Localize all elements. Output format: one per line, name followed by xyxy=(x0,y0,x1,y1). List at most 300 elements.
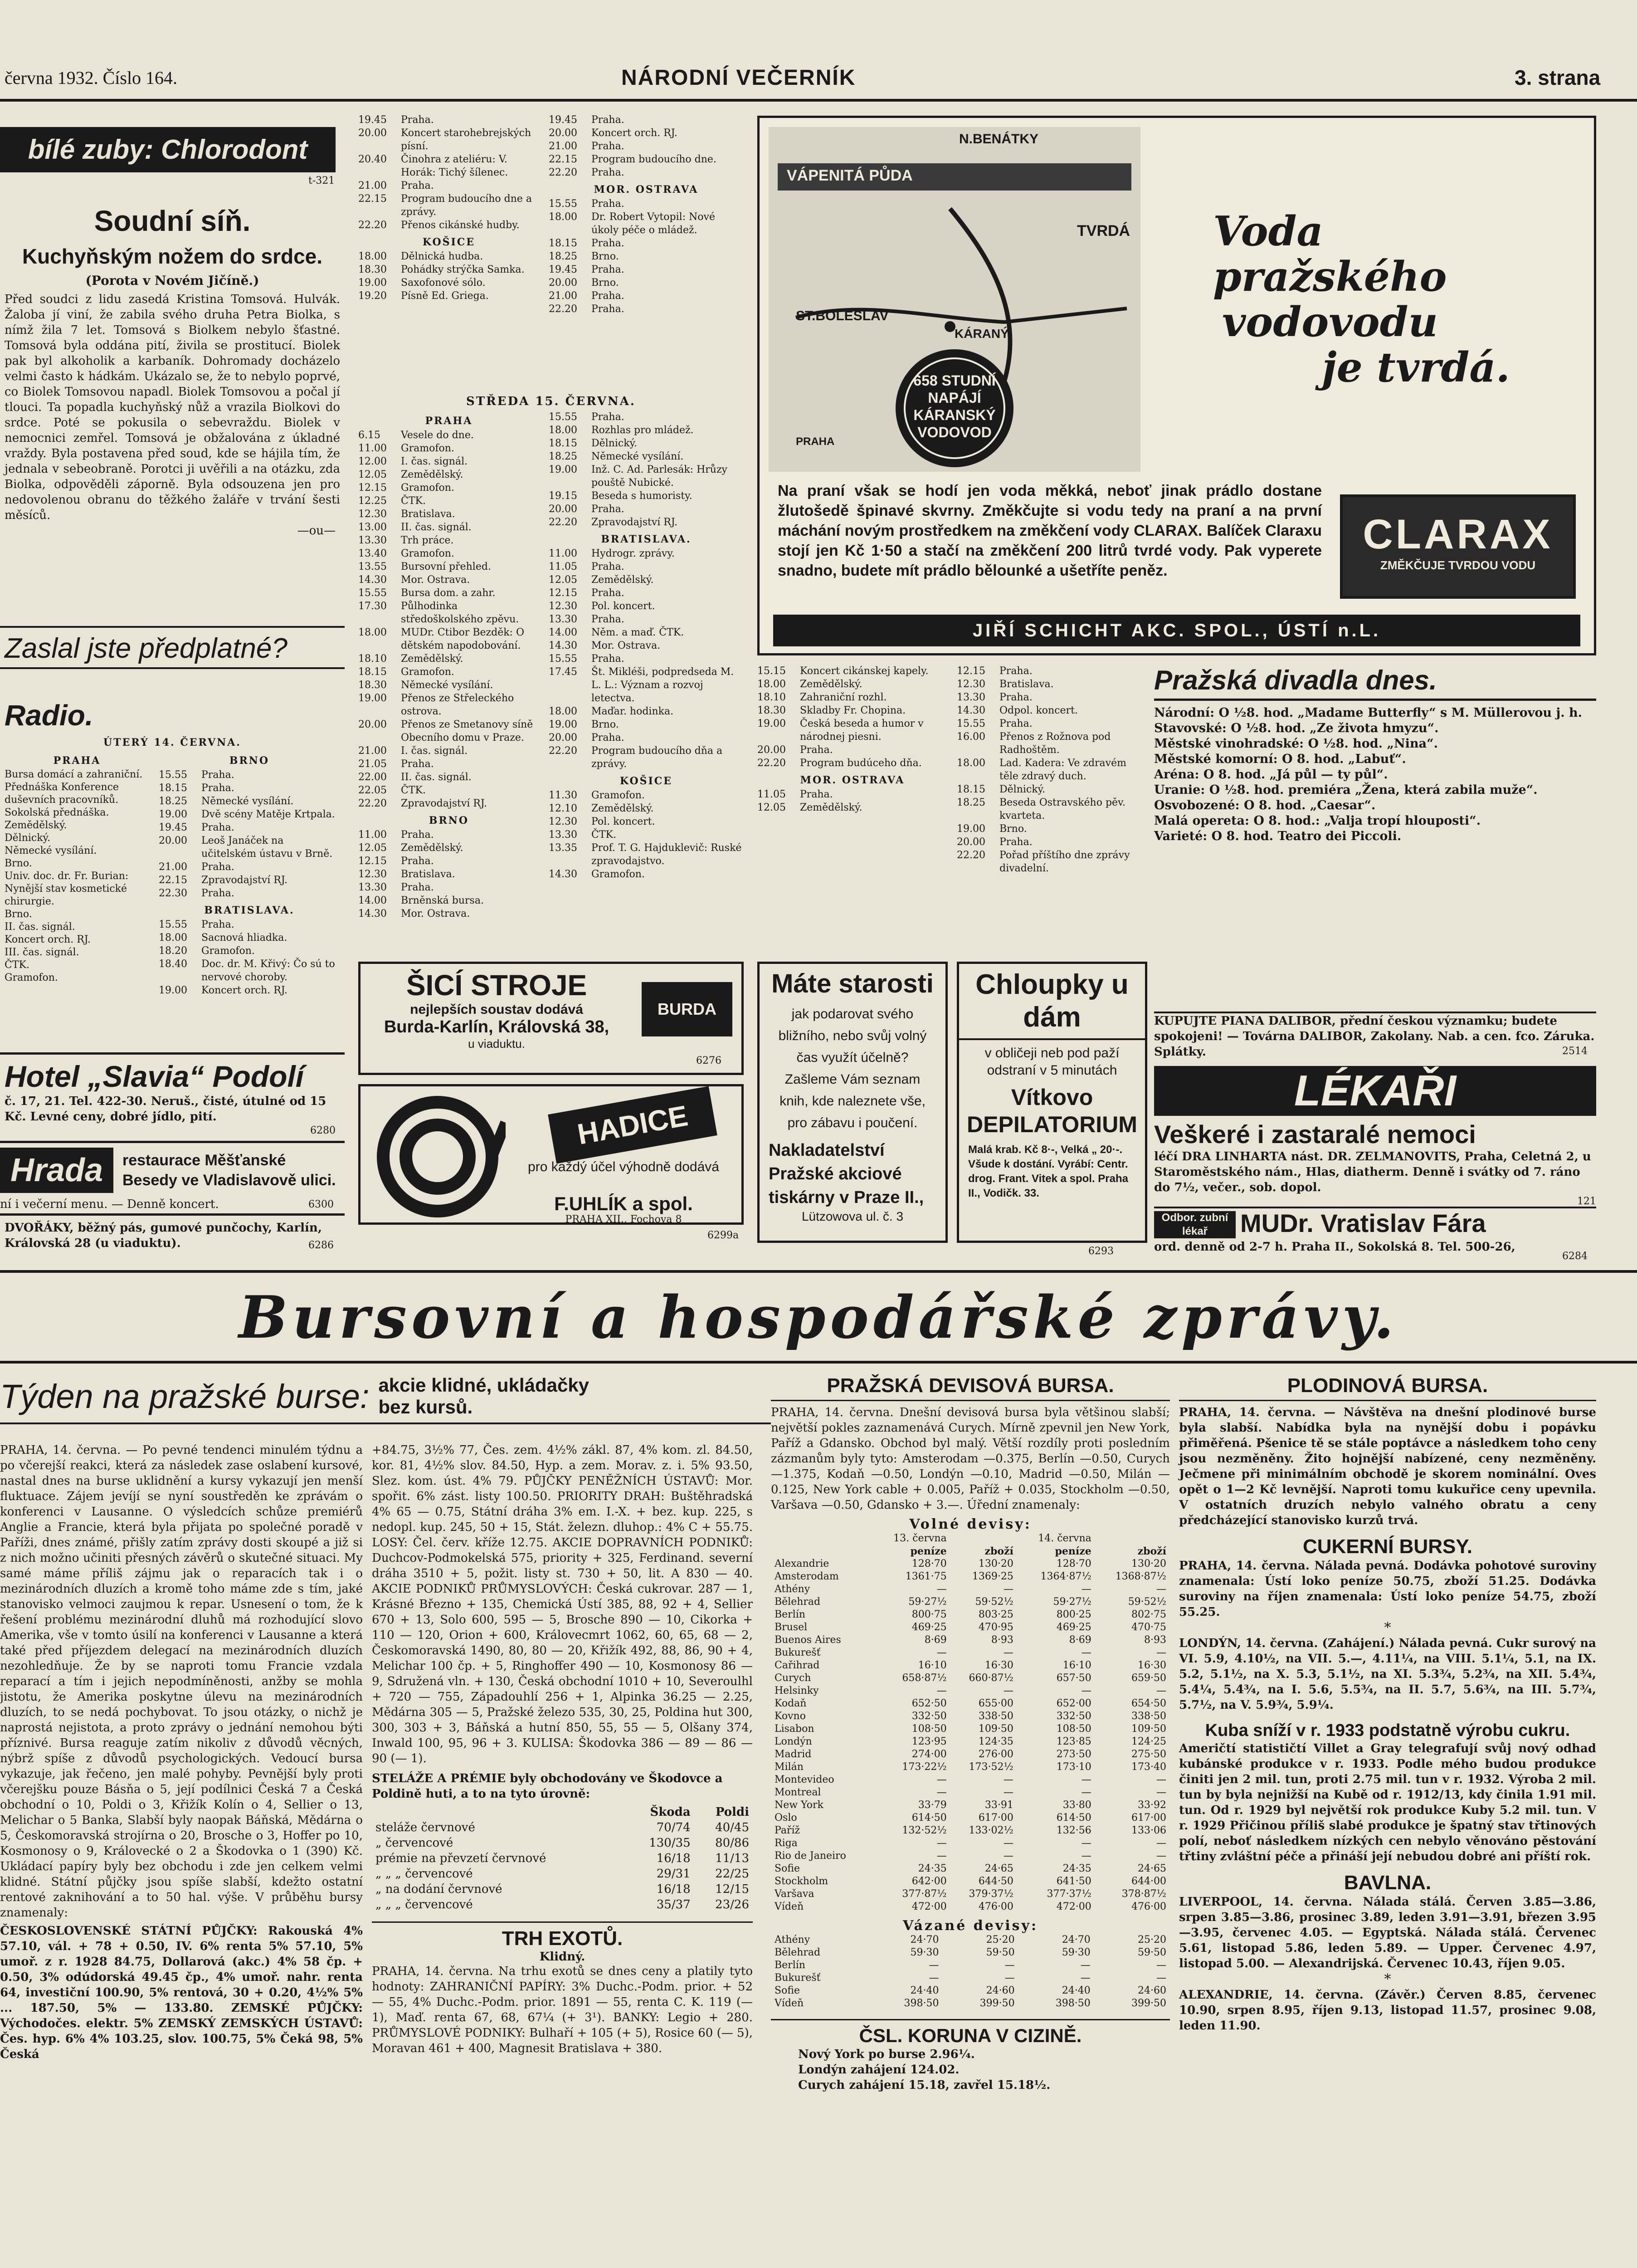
radio-programme: Prof. T. G. Hajduklevič: Ruské zpravodajstvo. xyxy=(591,842,742,867)
court-subtitle: Kuchyňským nožem do srdce. xyxy=(22,244,323,268)
piana-text: KUPUJTE PIANA DALIBOR, přední českou významku; budete spokojeni! — Továrna DALIBOR, Zakolany. Nab. a cen. fco. Záruka. Splátky. xyxy=(1154,1014,1595,1059)
radio-time: 20.00 xyxy=(957,836,985,848)
sici-sub: u viaduktu. xyxy=(468,1037,525,1051)
radio-col3-wed xyxy=(549,411,744,881)
radio-praha1-list xyxy=(5,768,150,984)
dvorak-code: 6286 xyxy=(308,1240,334,1251)
devisa-cell: Milán xyxy=(775,1761,804,1773)
radio-entry xyxy=(358,573,540,587)
devisa-cell: 472·00 xyxy=(1056,1901,1091,1912)
radio-entry: ČTK. xyxy=(5,959,29,971)
devisa-cell: 123·95 xyxy=(911,1736,947,1747)
devisa-cell: 614·50 xyxy=(1056,1812,1091,1823)
devisa-cell: Bukurešť xyxy=(775,1972,821,1984)
radio-programme: Praha. xyxy=(591,167,624,178)
radio-col4-list xyxy=(757,665,948,770)
lekari-text: léčí DRA LINHARTA nást. DR. ZELMANOVITS, Praha, Celetná 2, u Staroměstského nám., Hlas, diatherm. Denně i svátky od 7. ráno do 7½, večer., sob. dopol. xyxy=(1154,1150,1591,1194)
devisa-cell: 173·22½ xyxy=(902,1761,947,1773)
radio-programme: Zemědělský. xyxy=(401,842,463,854)
devisa-cell: — xyxy=(1080,1960,1091,1971)
devisa-head-cell: 14. června xyxy=(1038,1533,1091,1544)
radio-section-left xyxy=(0,699,345,997)
radio-col4 xyxy=(757,665,948,814)
radio-entry xyxy=(358,828,540,841)
radio-time: 18.25 xyxy=(549,451,577,462)
radio-time: 19.45 xyxy=(549,264,577,275)
radio-time: 18.10 xyxy=(757,692,786,703)
radio-programme: Německé vysílání. xyxy=(401,679,493,691)
radio-time: 18.25 xyxy=(159,796,187,807)
radio-brno1-col xyxy=(159,750,340,997)
devisa-cell: — xyxy=(929,1972,939,1984)
radio-entry xyxy=(549,210,744,237)
banner-rule-top xyxy=(0,1270,1637,1273)
fara-name: MUDr. Vratislav Fára xyxy=(1240,1209,1486,1237)
radio-programme: Bratislava. xyxy=(401,869,455,880)
radio-entry xyxy=(957,783,1147,796)
devisa-head-cell: zboží xyxy=(984,1545,1013,1557)
radio-time: 22.20 xyxy=(549,745,577,757)
radio-programme: Německé vysílání. xyxy=(201,796,294,807)
premie-cell: 130/35 xyxy=(649,1836,691,1850)
radio-entry xyxy=(159,834,340,860)
radio-time: 19.00 xyxy=(549,464,577,475)
radio-time: 22.20 xyxy=(549,167,577,178)
produce-title: PLODINOVÁ BURSA. xyxy=(1179,1374,1596,1401)
sici-firm: Burda-Karlín, Královská 38, xyxy=(384,1017,609,1036)
devisa-cell: 123·85 xyxy=(1056,1736,1091,1747)
devisa-cell: 24·70 xyxy=(910,1934,939,1945)
clarax-brand-sub: ZMĚKČUJE TVRDOU VODU xyxy=(1380,558,1536,572)
radio-entry xyxy=(549,197,744,210)
radio-brno1-head: BRNO xyxy=(229,755,270,767)
radio-programme: Zemědělský. xyxy=(401,469,463,480)
devisa-row xyxy=(771,1748,1170,1761)
radio-programme: Dělnický. xyxy=(999,784,1046,795)
devisa-cell: Vídeň xyxy=(775,1901,804,1912)
devisa-cell: — xyxy=(1081,1584,1091,1595)
devisa-row xyxy=(771,1596,1170,1608)
slogan-line-3: vodovodu xyxy=(1222,298,1438,346)
devisa-cell: 476·00 xyxy=(1131,1901,1166,1912)
devisa-cell: — xyxy=(1003,1584,1013,1595)
cuba-body: Američtí statističtí Villet a Gray telegrafují svůj nový odhad kubánské produkce v r. 1933. Podle mého budou produkce činiti jen 2 mil. tun, proti 2.75 mil. tun v r. 1932. Výroba 2 mil. tun by byla nejnižší na Kubě od r. 1912/13, kdy činila 1.91 mil. tun. Od r. 1929 byl největší rok produkce Kuby 5.2 mil. tun. V r. 1929 Přičinou příliš slabé produkce je špatný stav třtinových polí, neboť následkem nízkých cen nebylo věnováno pěstování třtiny zvláštní péče a přináší její nebudou dobré ani příští rok. xyxy=(1179,1742,1596,1863)
devisa-row xyxy=(771,1583,1170,1596)
radio-entry xyxy=(159,782,340,795)
radio-time: 14.30 xyxy=(358,574,387,586)
devisa-row xyxy=(771,1946,1170,1959)
radio-entry xyxy=(549,263,744,276)
radio-programme: Brno. xyxy=(591,251,619,262)
devisa-cell: 470·95 xyxy=(978,1622,1013,1633)
radio-programme: Zemědělský. xyxy=(800,802,862,813)
radio-entry xyxy=(957,730,1147,757)
radio-programme: Přenos ze Střeleckého ostrova. xyxy=(401,693,514,717)
radio-time: 19.20 xyxy=(358,290,387,302)
devisa-cell: 800·75 xyxy=(911,1609,947,1620)
radio-programme: Inž. C. Ad. Parlesák: Hrůzy pouště Nubické. xyxy=(591,464,727,489)
radio-programme: Leoš Janáček na učitelském ústavu v Brně. xyxy=(201,835,333,860)
radio-programme: Praha. xyxy=(999,665,1033,677)
market-article xyxy=(0,1374,771,1424)
koruna-line: Londýn zahájení 124.02. xyxy=(798,2063,960,2077)
radio-entry xyxy=(358,289,540,303)
devisa-cell: 33·79 xyxy=(918,1799,947,1811)
devisa-cell: — xyxy=(936,1787,947,1798)
devisa-cell: Bělehrad xyxy=(775,1947,821,1958)
map-label-benatky: N.BENÁTKY xyxy=(959,132,1039,147)
devisa-cell: 108·50 xyxy=(1056,1723,1091,1735)
market-col1-tail: ČESKOSLOVENSKÉ STÁTNÍ PŮJČKY: Rakouská 4% 57.10, vál. + 78 + 0.50, IV. 6% renta 5% 57.10, 5% umoř. z r. 1928 84.75, Dollarová (akc.) 4% 58 čp. + 0.50, 3% odúdorská 49.45 čp., 4% umoř. nahr. renta 64, investiční 100.90, 5% rentová, 30 + 0.20, 4½% 5% ... 187.50, 5% — 133.80. ZEMSKÉ PŮJČKY: Východočes. elektr. 5% ZEMSKÝ ZEMSKÝCH ÚSTAVŮ: Čes. hyp. 6% 4% 103.25, slov. 100.75, 5% Čeká 98, 5% Česká xyxy=(0,1924,363,2061)
radio-time: 17.45 xyxy=(549,666,577,678)
radio-entry xyxy=(358,429,540,442)
radio-entry xyxy=(957,691,1147,704)
chloupky-brand: Vítkovo DEPILATORIUM xyxy=(967,1085,1137,1137)
radio-time: 20.00 xyxy=(159,835,187,846)
devisa-cell: Curych xyxy=(775,1672,811,1684)
hotel-code: 6280 xyxy=(310,1125,336,1136)
chloupky-ad xyxy=(957,962,1147,1243)
radio-time: 15.55 xyxy=(358,587,387,599)
premie-row xyxy=(372,1820,753,1835)
dvorak-ad xyxy=(0,1220,345,1261)
devisa-row xyxy=(771,1824,1170,1837)
devisa-cell: 33·92 xyxy=(1138,1799,1166,1811)
radio-entry: Sokolská přednáška. xyxy=(5,807,109,818)
exotic-sub: Klidný. xyxy=(539,1950,585,1964)
radio-entry: Přednáška Konference duševních pracovníků. xyxy=(5,782,119,806)
devisa-cell: Sofie xyxy=(775,1863,800,1874)
radio-time: 22.20 xyxy=(358,798,387,809)
bound-devisa-table xyxy=(771,1934,1170,2010)
devisa-cell: — xyxy=(1080,1972,1091,1984)
devisa-cell: 377·37½ xyxy=(1047,1888,1091,1900)
devisa-cell: 33·80 xyxy=(1062,1799,1091,1811)
devisa-cell: Berlín xyxy=(775,1609,805,1620)
radio-programme: Praha. xyxy=(999,718,1033,729)
devisa-cell: — xyxy=(1156,1960,1166,1971)
page-number: 3. strana xyxy=(1515,66,1601,89)
premie-head-skoda: Škoda xyxy=(650,1805,691,1819)
radio-time: 22.20 xyxy=(957,850,985,861)
radio-col2 xyxy=(358,113,540,303)
hotel-name: Hotel „Slavia“ Podolí xyxy=(5,1060,304,1093)
radio-entry xyxy=(549,828,744,841)
radio-entry xyxy=(358,894,540,907)
devisa-cell: 274·00 xyxy=(911,1749,947,1760)
free-devisa-title: Volné devisy: xyxy=(909,1516,1032,1532)
devisa-cell: 476·00 xyxy=(978,1901,1013,1912)
devisa-cell: Riga xyxy=(775,1838,798,1849)
cuba-title: Kuba sníží v r. 1933 podstatně výrobu cukru. xyxy=(1205,1721,1570,1740)
radio-entry xyxy=(757,691,948,704)
sugar-divider: * xyxy=(1384,1620,1391,1636)
radio-entry xyxy=(358,771,540,784)
market-col2-body: +84.75, 3½% 77, Čes. zem. 4½% zákl. 87, 4% kom. zl. 84.50, kor. 81, 4½% slov. 84.50, Hyp. a zem. Morav. z. i. 5% 93.50, Slez. kom. úst. 4% 79. PŮJČKY PENĚŽNÍCH ÚSTAVŮ: Mor. spořit. 6% zást. listy 100.50. PRIORITY DRAH: Buštěhradská 4% 65 — 0.75, Státní dráha 3% em. I.-X. + bez. kup. 225, s nedopl. kup. 245, 50 + 15, Stát. železn. dluhop.: 4% C + 55.75. LOSY: Čel. červ. kříže 12.75. AKCIE DOPRAVNÍCH PODNIKŮ: Duchcov-Podmokelská 575, priority + 325, Ferdinand. severní dráha 3510 + 5, požit. listy st. 730 + 50, lit. A 830 — 40. AKCIE PODNIKŮ PRŮMYSLOVÝCH: Česká cukrovar. 287 — 1, Krásné Březno + 135, Chemická Ústí 385, 88, 92 + 4, Sellier 670 + 13, Solo 600, 595 — 5, Brosche 890 — 10, Cikorka + 110 — 120, Orion + 600, Královecmrt 1062, 60, 65, 68 — 2, Českomoravská 1490, 80, 80 — 20, Křižík 492, 88, 86, 90 + 4, Melichar 100 čp. + 5, Ringhoffer 490 — 10, Kosmonosy 86 — 9, Sdružená vln. + 130, Česká obchodní 1010 + 10, Severoulhl + 720 — 755, Západouhlí 256 + 1, Alpinka 36.25 — 2.25, Mědárna 305 — 5, Pražské železo 535, 30, 25, Poldina hut 300, 300, 303 + 3, Báňská a hutní 850, 55, 55 — 5, Olšany 374, Inwald 100, 95, 96 + 3. KULISA: Škodovka 386 — 89 — 86 — 90 (— 1). xyxy=(372,1443,753,1765)
premie-cell: 12/15 xyxy=(715,1882,749,1896)
radio-time: 18.20 xyxy=(159,945,187,957)
radio-time: 12.05 xyxy=(549,574,577,586)
devisa-cell: — xyxy=(1003,1774,1013,1785)
subscription-rule-bottom xyxy=(0,667,345,669)
radio-brno1-list xyxy=(159,768,340,900)
devisa-row xyxy=(771,1901,1170,1913)
radio-programme: Brno. xyxy=(591,719,619,730)
radio-entry xyxy=(358,560,540,573)
radio-programme: Praha. xyxy=(591,290,624,302)
market-title2: akcie klidné, ukládačky bez kursů. xyxy=(378,1374,590,1418)
radio-ostrava2-list xyxy=(549,411,744,529)
premie-row xyxy=(372,1897,753,1912)
radio-time: 6.15 xyxy=(358,430,380,441)
devisa-cell: 24·40 xyxy=(1062,1985,1091,1996)
radio-programme: Gramofon. xyxy=(401,482,454,494)
radio-time: 20.00 xyxy=(549,127,577,139)
koruna-lines xyxy=(771,2047,1170,2093)
radio-praha1-col xyxy=(5,750,150,997)
radio-entry xyxy=(358,192,540,219)
radio-programme: MUDr. Ctibor Bezděk: O dětském napodobování. xyxy=(401,627,524,651)
devisa-table xyxy=(771,1532,1170,1913)
radio-programme: Zemědělský. xyxy=(800,679,862,690)
devisa-cell: New York xyxy=(775,1799,823,1811)
radio-programme: Praha. xyxy=(591,411,624,423)
starosti-addr: Lützowova ul. č. 3 xyxy=(801,1209,904,1223)
chloupky-text: v obličeji neb pod paží odstraní v 5 minutách xyxy=(984,1046,1120,1078)
devisa-row xyxy=(771,1621,1170,1634)
clarax-ad xyxy=(757,116,1596,655)
radio-programme: Dělnický. xyxy=(591,438,638,449)
devisa-cell: Berlín xyxy=(775,1960,805,1971)
radio-time: 19.00 xyxy=(159,809,187,820)
starosti-ad xyxy=(757,962,948,1243)
devisa-cell: 652·00 xyxy=(1056,1698,1091,1709)
masthead-strip xyxy=(0,64,1637,91)
radio-kosice2-head: KOŠICE xyxy=(619,775,673,787)
devisa-cell: — xyxy=(1156,1838,1166,1849)
devisa-cell: 655·00 xyxy=(978,1698,1013,1709)
devisa-cell: 24·65 xyxy=(1138,1863,1166,1874)
market-col1 xyxy=(0,1442,363,2062)
radio-entry xyxy=(957,849,1147,875)
radio-entry: Německé vysílání. xyxy=(5,845,97,856)
radio-entry xyxy=(358,881,540,894)
devisa-cell: Montevideo xyxy=(775,1774,834,1785)
devisa-cell: Brusel xyxy=(775,1622,808,1633)
radio-brno2-head: BRNO xyxy=(429,815,469,826)
radio-time: 18.00 xyxy=(549,211,577,223)
hose-illustration xyxy=(370,1095,506,1218)
radio-entry xyxy=(549,744,744,771)
radio-programme: Praha. xyxy=(591,141,624,152)
banner-title: Bursovní a hospodářské zprávy. xyxy=(239,1284,1398,1352)
radio-programme: Gramofon. xyxy=(401,443,454,454)
radio-programme: Zpravodajství RJ. xyxy=(591,517,677,528)
radio-entry xyxy=(358,153,540,179)
devisa-cell: 654·50 xyxy=(1131,1698,1166,1709)
devisa-cell: 173·40 xyxy=(1131,1761,1166,1773)
devisa-cell: Madrid xyxy=(775,1749,812,1760)
radio-time: 18.00 xyxy=(757,679,786,690)
radio-programme: Praha. xyxy=(401,114,434,126)
starosti-title: Máte starosti xyxy=(771,969,934,998)
radio-time: 22.15 xyxy=(358,193,387,205)
radio-entry xyxy=(358,179,540,192)
radio-programme: Přenos cikánské hudby. xyxy=(401,220,520,231)
radio-entry xyxy=(957,665,1147,678)
devisa-cell: 1368·87½ xyxy=(1115,1571,1166,1582)
exotic-body: PRAHA, 14. června. Na trhu exotů se dnes ceny a platily tyto hodnoty: ZAHRANIČNÍ PAPÍRY: 3% Duchc.-Podm. prior. + 52 — 55, 4% Duchc.-Podm. prior. 1891 — 55, renta C. K. 119 (— 1), Maď. renta 67, 68, 67¼ (+ 3¹). BANKY: Legio + 280. PRŮMYSLOVÉ PODNIKY: Bulhaří + 105 (+ 5), Rosice 60 (— 5), Moravan 461 + 400, Magnesit Bratislava + 380. xyxy=(372,1965,753,2055)
devisa-cell: 124·25 xyxy=(1131,1736,1166,1747)
devisa-cell: 338·50 xyxy=(1131,1711,1166,1722)
hotel-ad xyxy=(0,1052,345,1143)
radio-time: 20.00 xyxy=(358,127,387,139)
theatre-line: Městské komorní: O 8. hod. „Labuť“. xyxy=(1154,752,1406,766)
devisa-cell: 24·70 xyxy=(1062,1934,1091,1945)
radio-kosice1-head: KOŠICE xyxy=(422,236,476,248)
radio-entry xyxy=(549,815,744,828)
radio-programme: Praha. xyxy=(800,789,833,800)
premie-cell: prémie na převzetí červnové xyxy=(375,1852,546,1865)
radio-programme: Pořad příštího dne zprávy divadelní. xyxy=(999,850,1130,874)
radio-entry xyxy=(549,250,744,263)
devisa-row xyxy=(771,1799,1170,1812)
radio-time: 13.35 xyxy=(549,842,577,854)
devisa-cell: 1369·25 xyxy=(972,1571,1013,1582)
radio-kosice1-list xyxy=(358,250,540,303)
devisa-row xyxy=(771,1634,1170,1647)
hotel-text: č. 17, 21. Tel. 422-30. Neruš., čisté, útulné od 15 Kč. Levné ceny, dobré jídlo, pití. xyxy=(5,1095,326,1124)
devisa-cell: 173·52½ xyxy=(969,1761,1013,1773)
radio-programme: Praha. xyxy=(591,264,624,275)
burda-logo: BURDA xyxy=(642,982,732,1036)
clarax-pack xyxy=(1340,494,1576,599)
radio-programme: Půlhodinka středoškolského zpěvu. xyxy=(401,601,519,625)
map-circle-text: 658 STUDNÍ NAPÁJÍ KÁRANSKÝ VODOVOD xyxy=(913,372,996,440)
devisa-cell: Bukurešť xyxy=(775,1647,821,1658)
radio-programme: II. čas. signál. xyxy=(401,772,472,783)
radio-entry xyxy=(549,600,744,613)
radio-time: 21.00 xyxy=(159,861,187,873)
radio-entry xyxy=(549,587,744,600)
devisa-cell: 1361·75 xyxy=(905,1571,947,1582)
radio-programme: Gramofon. xyxy=(401,666,454,678)
premie-cell: 16/18 xyxy=(656,1882,691,1896)
radio-bratislava2-list xyxy=(549,547,744,771)
radio-entry xyxy=(757,801,948,814)
premie-cell: 23/26 xyxy=(715,1898,749,1911)
radio-programme: Zemědělský. xyxy=(591,574,654,586)
radio-entry xyxy=(549,573,744,587)
devisa-cell: 399·50 xyxy=(1131,1998,1166,2009)
devisa-cell: 59·27½ xyxy=(908,1596,947,1608)
radio-programme: Koncert orch. RJ. xyxy=(591,127,677,139)
devisa-cell: — xyxy=(1003,1838,1013,1849)
premie-cell: „ „ „ červencové xyxy=(375,1898,473,1911)
radio-programme: Program budoucího dne a zprávy. xyxy=(401,193,532,218)
devisa-row xyxy=(771,1984,1170,1997)
radio-entry xyxy=(549,489,744,503)
radio-entry xyxy=(159,958,340,984)
devisa-cell: 132·52½ xyxy=(902,1825,947,1836)
devisa-cell: 652·50 xyxy=(911,1698,947,1709)
radio-time: 18.15 xyxy=(549,438,577,449)
radio-programme: Bursovní přehled. xyxy=(401,561,491,572)
radio-entry xyxy=(358,784,540,797)
radio-heading: Radio. xyxy=(5,699,93,732)
devisa-row xyxy=(771,1570,1170,1583)
premie-row xyxy=(372,1882,753,1897)
radio-entry xyxy=(549,789,744,802)
radio-programme: Program budoucího dne. xyxy=(591,154,716,165)
radio-programme: Praha. xyxy=(401,882,434,893)
devisa-cell: 16·30 xyxy=(1138,1660,1166,1671)
radio-entry xyxy=(549,437,744,450)
radio-programme: Přenos z Rožnova pod Radhoštěm. xyxy=(999,731,1111,756)
radio-entry xyxy=(549,153,744,166)
devisa-cell: — xyxy=(1156,1647,1166,1658)
devisa-cell: 800·25 xyxy=(1056,1609,1091,1620)
radio-time: 12.05 xyxy=(757,802,786,813)
devisa-cell: 8·93 xyxy=(1144,1634,1166,1646)
radio-time: 18.30 xyxy=(358,264,387,275)
hadice-ad xyxy=(358,1084,744,1225)
radio-programme: Praha. xyxy=(201,769,234,781)
court-article xyxy=(0,200,345,538)
radio-entry xyxy=(957,757,1147,783)
radio-programme: Praha. xyxy=(201,782,234,794)
radio-time: 19.00 xyxy=(358,277,387,288)
devisa-head-cell: zboží xyxy=(1137,1545,1166,1557)
radio-time: 17.30 xyxy=(358,601,387,612)
radio-entry xyxy=(549,718,744,731)
produce-body: PRAHA, 14. června. — Návštěva na dnešní plodinové burse byla slabší. Nabídka byla na nynější dobu i popávku přiměřená. Pšenice tě se stále poptávce a následkem toho ceny jsou nezměněny. Žito hojnější nabízené, ceny nezměněny. Ječmene při minimálním obchodě je skorem nominální. Oves opět o 1—2 Kč levnější. Naproti tomu kukuřice ceny upevnila. V ostatních druzích nebylo valného obratu a ceny předcházející stanovisko kurzů trvá. xyxy=(1179,1406,1596,1527)
radio-entry xyxy=(549,626,744,639)
sugar-body: PRAHA, 14. června. Nálada pevná. Dodávka pohotové suroviny znamenala: Ústí loko peníze 50.75, zboží 51.25. Dodávka suroviny na říjen znamenala: Ústí loko peníze 54.75, zboží 55.25. xyxy=(1179,1559,1596,1619)
devisa-cell: — xyxy=(1081,1647,1091,1658)
radio-time: 15.55 xyxy=(159,769,187,781)
hadice-title: HADICE xyxy=(548,1086,717,1164)
devisa-cell: Paříž xyxy=(775,1825,800,1836)
radio-programme: Zpravodajství RJ. xyxy=(401,798,487,809)
devisa-cell: 24·40 xyxy=(910,1985,939,1996)
radio-ostrava3-head: MOR. OSTRAVA xyxy=(800,774,905,786)
devisa-head-cell xyxy=(1095,1532,1170,1545)
radio-programme: Gramofon. xyxy=(401,548,454,559)
radio-time: 21.00 xyxy=(549,290,577,302)
radio-entry: Univ. doc. dr. Fr. Burian: Nynější stav kosmetické chirurgie. xyxy=(5,870,129,907)
radio-entry xyxy=(358,250,540,263)
radio-time: 20.00 xyxy=(549,732,577,743)
theatre-line: Městské vinohradské: O ½8. hod. „Nina“. xyxy=(1154,737,1438,751)
radio-programme: Št. Mikléši, podpredseda M. L. L.: Význam a rozvoj letectva. xyxy=(591,666,734,704)
sici-text: nejlepších soustav dodává xyxy=(410,1002,583,1017)
radio-entry xyxy=(358,547,540,560)
radio-time: 14.30 xyxy=(957,705,985,716)
radio-time: 13.55 xyxy=(358,561,387,572)
radio-entry xyxy=(358,481,540,494)
devisa-cell: 173·10 xyxy=(1056,1761,1091,1773)
devisa-cell: 658·87½ xyxy=(902,1672,947,1684)
radio-programme: Sacnová hliadka. xyxy=(201,932,287,943)
devisa-cell: 378·87½ xyxy=(1121,1888,1166,1900)
devisa-cell: — xyxy=(1004,1972,1015,1984)
devisa-cell: — xyxy=(936,1850,947,1862)
radio-entry xyxy=(358,841,540,855)
theatre-line: Malá opereta: O 8. hod.: „Valja tropí hlouposti“. xyxy=(1154,814,1481,828)
slogan-line-4: je tvrdá. xyxy=(1322,343,1510,391)
radio-entry: Gramofon. xyxy=(5,972,58,983)
